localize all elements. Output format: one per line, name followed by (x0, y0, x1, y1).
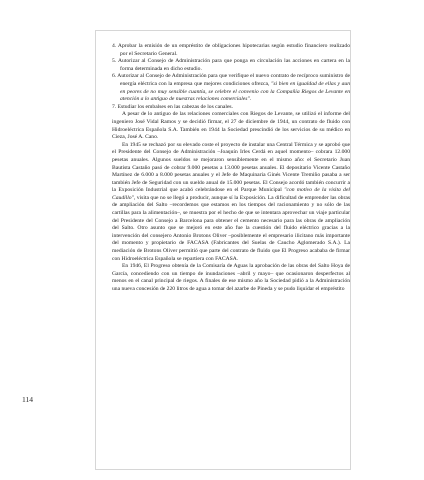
paragraph-text: En 1946, El Progreso obtenía de la Comisaría de Aguas la aprobación de las obras del Salto Hoya de García, concediendo con un tiempo de inundaciones –abril y mayo– que ocasionaron desperfectos al menos en el canal principal de riegos. A finales de ese mismo año la Sociedad pidió a la Administración una nueva concesión de 220 litros de agua a tomar del azarbe de Pineda y se pudo liquidar el empréstito (112, 263, 350, 292)
list-item-quote: "si bien en igualdad de ellas y aun en peores de no muy sensible cuantía, se celebre el convenio con la Compañía Riegos de Levante en atención a lo antiguo de nuestras relaciones comerciales" (120, 80, 350, 103)
paragraph-text: En 1945 se rechazó por su elevado coste el proyecto de instalar una Central Térmica y se aprobó que el Presidente del Consejo de Administración –Joaquín Irles Cerdá en aquel momento– cobrara 12.000 pesetas anuales. Algunos sueldos se mejoraron sensiblemente en el mismo año: el Secretario Juan Bautista Castaño pasó de cobrar 9.000 pesetas a 13.000 pesetas anuales. El depositario Vicente Castaño Martínez de 6.000 a 8.000 pesetas anuales y el Jefe de Maquinaria Ginés Vicente Tremiño pasaba a ser también Jefe de Seguridad con un sueldo anual de 15.000 pesetas. El Consejo acordó también concurrir a la Exposición Industrial que acabó celebrándose en el Parque Municipal (112, 141, 350, 194)
list-item (112, 58, 350, 73)
paragraph-quote: "con motivo de la visita del Caudillo" (112, 187, 350, 201)
list-item-text: 7. Estudiar los embalses en las cabezas de los canales. (112, 103, 234, 110)
list-item-text: 6. Autorizar al Consejo de Administración para que verifique el nuevo contrato de recíproco suministro de energía eléctrica con la empresa que mejores condiciones ofrezca, (112, 73, 350, 87)
list-item-tail: . (249, 96, 252, 103)
paragraph-text: A pesar de lo antiguo de las relaciones comerciales con Riegos de Levante, se utilizó el informe del ingeniero José Vidal Ramos y se decidió firmar, el 27 de diciembre de 1944, un contrato de fluido con Hidroeléctrica Española S.A. También en 1944 la Sociedad prescindió de los servicios de su médico en Cieza, José A. Cano. (112, 111, 350, 141)
list-item (112, 43, 350, 58)
list-item-text: 5. Autorizar al Consejo de Administración para que ponga en circulación las acciones en cartera en la forma determinada en dicho estudio. (112, 58, 350, 72)
paragraph (112, 142, 350, 264)
page-number: 114 (22, 395, 34, 404)
paragraph (112, 263, 350, 293)
list-item (112, 73, 350, 103)
document-body (112, 43, 350, 294)
paragraph-text-tail: , visita que no se llegó a producir, aunque sí la Exposición. La dificultad de emprender las obras de ampliación del Salto –recordemos que estamos en los tiempos del racionamiento y no sólo de las cartillas para la alimentación–, se muestra por el hecho de que se intentara aprovechar un viaje particular del Presidente del Consejo a Barcelona para obtener el cemento necesario para las obras de ampliación del Salto. Otro asunto que se mejoró en este año fue la cuestión del fluido eléctrico gracias a la intervención del consejero Antonio Brotons Oliver –posiblemente el empresario ilicitano más importante del momento y propietario de FACASA (Fabricantes del Suelas de Caucho Aglomerado S.A.). La mediación de Brotons Oliver permitió que parte del contrato de fluido que El Progreso acababa de firmar con Hidroeléctrica Española se repartiera con FACASA. (112, 194, 350, 262)
paragraph (112, 111, 350, 141)
list-item-text: 4. Aprobar la emisión de un empréstito de obligaciones hipotecarias según estudio financiero realizado por el Secretario General. (112, 43, 350, 57)
